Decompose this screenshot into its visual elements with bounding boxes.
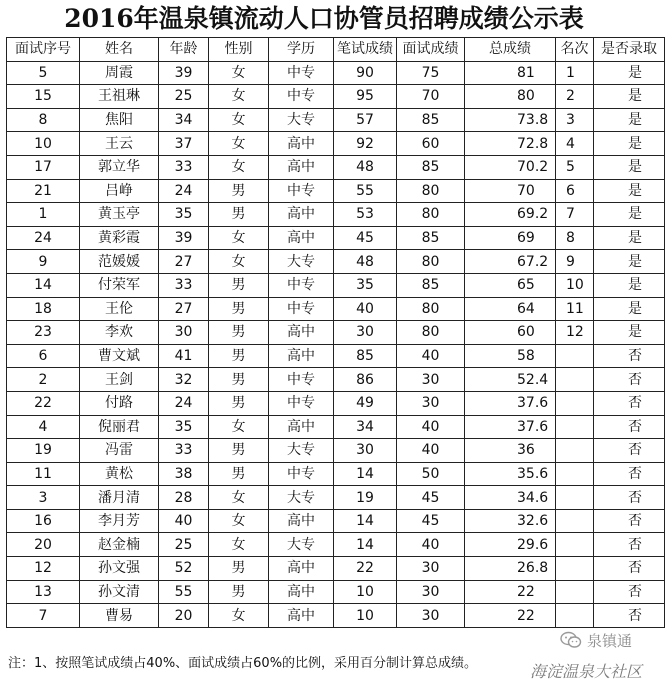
cell-age: 24 <box>159 391 209 415</box>
table-row <box>7 344 665 368</box>
cell-id: 13 <box>7 580 80 604</box>
page-title: 2016年温泉镇流动人口协管员招聘成绩公示表 <box>64 4 584 33</box>
cell-admitted: 是 <box>594 226 665 250</box>
cell-rank <box>556 368 594 392</box>
cell-age: 32 <box>159 368 209 392</box>
cell-name: 周霞 <box>80 61 159 85</box>
cell-admitted: 否 <box>594 557 665 581</box>
cell-id: 4 <box>7 415 80 439</box>
cell-admitted: 否 <box>594 368 665 392</box>
table-row <box>7 486 665 510</box>
cell-total-score: 70 <box>465 179 556 203</box>
cell-interview-score: 80 <box>397 321 465 345</box>
cell-id: 9 <box>7 250 80 274</box>
cell-gender: 男 <box>209 391 269 415</box>
cell-name: 李月芳 <box>80 509 159 533</box>
cell-written-score: 30 <box>334 321 397 345</box>
cell-admitted: 否 <box>594 415 665 439</box>
cell-admitted: 否 <box>594 580 665 604</box>
cell-interview-score: 40 <box>397 533 465 557</box>
cell-age: 40 <box>159 509 209 533</box>
cell-name: 曹文斌 <box>80 344 159 368</box>
cell-id: 20 <box>7 533 80 557</box>
cell-id: 24 <box>7 226 80 250</box>
cell-written-score: 86 <box>334 368 397 392</box>
cell-written-score: 14 <box>334 462 397 486</box>
cell-gender: 男 <box>209 557 269 581</box>
cell-interview-score: 85 <box>397 226 465 250</box>
cell-gender: 女 <box>209 250 269 274</box>
cell-rank: 8 <box>556 226 594 250</box>
cell-edu: 中专 <box>269 368 334 392</box>
cell-admitted: 是 <box>594 155 665 179</box>
table-row <box>7 533 665 557</box>
cell-written-score: 34 <box>334 415 397 439</box>
cell-total-score: 69 <box>465 226 556 250</box>
cell-edu: 大专 <box>269 108 334 132</box>
header-gender: 性别 <box>209 38 269 62</box>
cell-interview-score: 70 <box>397 85 465 109</box>
watermark-brand: 泉镇通 <box>586 631 632 650</box>
cell-name: 郭立华 <box>80 155 159 179</box>
cell-interview-score: 80 <box>397 297 465 321</box>
table-row <box>7 250 665 274</box>
wechat-icon <box>560 631 582 649</box>
cell-edu: 高中 <box>269 132 334 156</box>
cell-interview-score: 85 <box>397 155 465 179</box>
cell-written-score: 85 <box>334 344 397 368</box>
cell-total-score: 52.4 <box>465 368 556 392</box>
cell-written-score: 57 <box>334 108 397 132</box>
cell-id: 11 <box>7 462 80 486</box>
cell-edu: 大专 <box>269 486 334 510</box>
table-row <box>7 391 665 415</box>
cell-rank: 3 <box>556 108 594 132</box>
cell-edu: 中专 <box>269 85 334 109</box>
cell-interview-score: 40 <box>397 344 465 368</box>
cell-edu: 大专 <box>269 439 334 463</box>
table-row <box>7 509 665 533</box>
cell-id: 15 <box>7 85 80 109</box>
cell-age: 39 <box>159 226 209 250</box>
table-row <box>7 439 665 463</box>
cell-gender: 男 <box>209 580 269 604</box>
header-name: 姓名 <box>80 38 159 62</box>
watermark <box>482 629 642 685</box>
cell-gender: 女 <box>209 155 269 179</box>
table-row <box>7 604 665 628</box>
table-row <box>7 226 665 250</box>
table-row <box>7 557 665 581</box>
cell-rank: 4 <box>556 132 594 156</box>
cell-admitted: 是 <box>594 132 665 156</box>
cell-total-score: 36 <box>465 439 556 463</box>
cell-gender: 男 <box>209 203 269 227</box>
cell-total-score: 60 <box>465 321 556 345</box>
cell-edu: 高中 <box>269 321 334 345</box>
cell-rank: 7 <box>556 203 594 227</box>
table-header-row <box>7 38 665 62</box>
cell-age: 33 <box>159 273 209 297</box>
cell-name: 付荣军 <box>80 273 159 297</box>
cell-gender: 女 <box>209 226 269 250</box>
cell-admitted: 是 <box>594 108 665 132</box>
cell-written-score: 10 <box>334 580 397 604</box>
cell-rank <box>556 391 594 415</box>
cell-id: 2 <box>7 368 80 392</box>
cell-edu: 大专 <box>269 533 334 557</box>
cell-written-score: 48 <box>334 250 397 274</box>
header-admitted: 是否录取 <box>594 38 665 62</box>
table-row <box>7 132 665 156</box>
cell-name: 王祖琳 <box>80 85 159 109</box>
cell-admitted: 否 <box>594 344 665 368</box>
results-table <box>6 37 665 628</box>
cell-rank <box>556 415 594 439</box>
cell-admitted: 否 <box>594 486 665 510</box>
cell-rank <box>556 580 594 604</box>
table-row <box>7 462 665 486</box>
cell-written-score: 19 <box>334 486 397 510</box>
cell-admitted: 是 <box>594 203 665 227</box>
cell-age: 35 <box>159 415 209 439</box>
cell-rank <box>556 604 594 628</box>
cell-gender: 女 <box>209 533 269 557</box>
table-row <box>7 61 665 85</box>
cell-written-score: 95 <box>334 85 397 109</box>
cell-total-score: 69.2 <box>465 203 556 227</box>
cell-id: 1 <box>7 203 80 227</box>
cell-written-score: 45 <box>334 226 397 250</box>
cell-id: 18 <box>7 297 80 321</box>
cell-id: 22 <box>7 391 80 415</box>
cell-age: 28 <box>159 486 209 510</box>
cell-total-score: 73.8 <box>465 108 556 132</box>
cell-rank <box>556 557 594 581</box>
cell-interview-score: 75 <box>397 61 465 85</box>
cell-admitted: 是 <box>594 321 665 345</box>
cell-total-score: 72.8 <box>465 132 556 156</box>
cell-gender: 男 <box>209 368 269 392</box>
cell-total-score: 26.8 <box>465 557 556 581</box>
cell-rank: 5 <box>556 155 594 179</box>
cell-rank <box>556 533 594 557</box>
header-edu: 学历 <box>269 38 334 62</box>
cell-id: 10 <box>7 132 80 156</box>
cell-edu: 高中 <box>269 604 334 628</box>
cell-rank <box>556 462 594 486</box>
cell-interview-score: 60 <box>397 132 465 156</box>
cell-gender: 男 <box>209 344 269 368</box>
cell-id: 16 <box>7 509 80 533</box>
cell-age: 27 <box>159 297 209 321</box>
table-row <box>7 321 665 345</box>
cell-interview-score: 80 <box>397 203 465 227</box>
cell-name: 黄玉亭 <box>80 203 159 227</box>
cell-total-score: 22 <box>465 604 556 628</box>
cell-edu: 高中 <box>269 344 334 368</box>
cell-name: 吕峥 <box>80 179 159 203</box>
footnote: 注：1、按照笔试成绩占40%、面试成绩占60%的比例，采用百分制计算总成绩。 <box>8 656 478 671</box>
cell-name: 曹易 <box>80 604 159 628</box>
cell-id: 6 <box>7 344 80 368</box>
cell-total-score: 67.2 <box>465 250 556 274</box>
cell-age: 34 <box>159 108 209 132</box>
cell-written-score: 40 <box>334 297 397 321</box>
cell-edu: 高中 <box>269 580 334 604</box>
table-row <box>7 155 665 179</box>
cell-admitted: 否 <box>594 462 665 486</box>
cell-edu: 中专 <box>269 391 334 415</box>
cell-edu: 大专 <box>269 250 334 274</box>
table-row <box>7 203 665 227</box>
cell-gender: 女 <box>209 415 269 439</box>
cell-rank: 6 <box>556 179 594 203</box>
table-row <box>7 415 665 439</box>
watermark-brand-line <box>560 629 632 651</box>
header-written: 笔试成绩 <box>334 38 397 62</box>
cell-gender: 女 <box>209 132 269 156</box>
cell-interview-score: 30 <box>397 557 465 581</box>
table-row <box>7 297 665 321</box>
cell-name: 赵金楠 <box>80 533 159 557</box>
cell-written-score: 22 <box>334 557 397 581</box>
cell-total-score: 70.2 <box>465 155 556 179</box>
cell-total-score: 32.6 <box>465 509 556 533</box>
cell-interview-score: 85 <box>397 108 465 132</box>
cell-age: 35 <box>159 203 209 227</box>
header-interview: 面试成绩 <box>397 38 465 62</box>
cell-name: 焦阳 <box>80 108 159 132</box>
cell-id: 8 <box>7 108 80 132</box>
cell-gender: 女 <box>209 108 269 132</box>
watermark-community: 海淀温泉大社区 <box>529 662 642 681</box>
header-age: 年龄 <box>159 38 209 62</box>
cell-name: 倪丽君 <box>80 415 159 439</box>
cell-age: 41 <box>159 344 209 368</box>
cell-written-score: 55 <box>334 179 397 203</box>
cell-admitted: 是 <box>594 61 665 85</box>
cell-name: 黄松 <box>80 462 159 486</box>
cell-written-score: 48 <box>334 155 397 179</box>
cell-total-score: 22 <box>465 580 556 604</box>
cell-name: 范媛媛 <box>80 250 159 274</box>
cell-age: 24 <box>159 179 209 203</box>
cell-id: 3 <box>7 486 80 510</box>
cell-admitted: 是 <box>594 250 665 274</box>
cell-interview-score: 85 <box>397 273 465 297</box>
header-rank: 名次 <box>556 38 594 62</box>
cell-edu: 高中 <box>269 509 334 533</box>
cell-edu: 高中 <box>269 557 334 581</box>
cell-age: 55 <box>159 580 209 604</box>
cell-rank <box>556 486 594 510</box>
cell-gender: 男 <box>209 462 269 486</box>
cell-total-score: 35.6 <box>465 462 556 486</box>
cell-name: 孙文强 <box>80 557 159 581</box>
cell-name: 王剑 <box>80 368 159 392</box>
cell-age: 25 <box>159 533 209 557</box>
cell-gender: 女 <box>209 509 269 533</box>
cell-admitted: 是 <box>594 179 665 203</box>
cell-edu: 高中 <box>269 226 334 250</box>
table-row <box>7 108 665 132</box>
cell-total-score: 29.6 <box>465 533 556 557</box>
cell-name: 王伦 <box>80 297 159 321</box>
cell-interview-score: 50 <box>397 462 465 486</box>
cell-admitted: 否 <box>594 439 665 463</box>
cell-interview-score: 40 <box>397 439 465 463</box>
cell-written-score: 35 <box>334 273 397 297</box>
cell-age: 33 <box>159 155 209 179</box>
cell-total-score: 65 <box>465 273 556 297</box>
cell-interview-score: 30 <box>397 391 465 415</box>
cell-name: 冯雷 <box>80 439 159 463</box>
cell-interview-score: 40 <box>397 415 465 439</box>
cell-written-score: 92 <box>334 132 397 156</box>
cell-edu: 高中 <box>269 415 334 439</box>
cell-written-score: 53 <box>334 203 397 227</box>
cell-name: 孙文清 <box>80 580 159 604</box>
cell-edu: 中专 <box>269 462 334 486</box>
cell-total-score: 80 <box>465 85 556 109</box>
cell-id: 17 <box>7 155 80 179</box>
cell-rank: 9 <box>556 250 594 274</box>
cell-total-score: 64 <box>465 297 556 321</box>
cell-age: 37 <box>159 132 209 156</box>
cell-name: 李欢 <box>80 321 159 345</box>
cell-age: 25 <box>159 85 209 109</box>
table-row <box>7 179 665 203</box>
cell-total-score: 34.6 <box>465 486 556 510</box>
cell-written-score: 90 <box>334 61 397 85</box>
cell-id: 23 <box>7 321 80 345</box>
cell-interview-score: 45 <box>397 486 465 510</box>
cell-age: 33 <box>159 439 209 463</box>
cell-gender: 男 <box>209 297 269 321</box>
cell-name: 付路 <box>80 391 159 415</box>
table-row <box>7 85 665 109</box>
cell-gender: 男 <box>209 321 269 345</box>
cell-id: 14 <box>7 273 80 297</box>
cell-gender: 男 <box>209 439 269 463</box>
cell-age: 27 <box>159 250 209 274</box>
cell-rank: 10 <box>556 273 594 297</box>
cell-total-score: 58 <box>465 344 556 368</box>
table-row <box>7 580 665 604</box>
cell-rank: 2 <box>556 85 594 109</box>
cell-admitted: 是 <box>594 273 665 297</box>
cell-rank: 11 <box>556 297 594 321</box>
cell-gender: 女 <box>209 486 269 510</box>
cell-admitted: 否 <box>594 391 665 415</box>
cell-gender: 男 <box>209 179 269 203</box>
table-body <box>7 61 665 627</box>
cell-written-score: 14 <box>334 533 397 557</box>
cell-interview-score: 30 <box>397 368 465 392</box>
cell-gender: 女 <box>209 604 269 628</box>
cell-interview-score: 45 <box>397 509 465 533</box>
header-id: 面试序号 <box>7 38 80 62</box>
cell-rank: 12 <box>556 321 594 345</box>
cell-total-score: 37.6 <box>465 415 556 439</box>
cell-edu: 高中 <box>269 155 334 179</box>
table-row <box>7 273 665 297</box>
table-row <box>7 368 665 392</box>
cell-name: 王云 <box>80 132 159 156</box>
cell-total-score: 37.6 <box>465 391 556 415</box>
cell-interview-score: 30 <box>397 604 465 628</box>
cell-interview-score: 30 <box>397 580 465 604</box>
cell-gender: 女 <box>209 61 269 85</box>
cell-admitted: 是 <box>594 85 665 109</box>
header-total: 总成绩 <box>465 38 556 62</box>
cell-written-score: 10 <box>334 604 397 628</box>
cell-written-score: 30 <box>334 439 397 463</box>
cell-gender: 男 <box>209 273 269 297</box>
cell-edu: 中专 <box>269 61 334 85</box>
cell-edu: 高中 <box>269 203 334 227</box>
cell-admitted: 否 <box>594 604 665 628</box>
cell-written-score: 14 <box>334 509 397 533</box>
cell-age: 38 <box>159 462 209 486</box>
cell-id: 19 <box>7 439 80 463</box>
cell-age: 30 <box>159 321 209 345</box>
cell-admitted: 是 <box>594 297 665 321</box>
cell-id: 5 <box>7 61 80 85</box>
cell-id: 12 <box>7 557 80 581</box>
cell-age: 20 <box>159 604 209 628</box>
cell-id: 7 <box>7 604 80 628</box>
cell-gender: 女 <box>209 85 269 109</box>
cell-rank <box>556 439 594 463</box>
cell-id: 21 <box>7 179 80 203</box>
cell-age: 52 <box>159 557 209 581</box>
cell-interview-score: 80 <box>397 179 465 203</box>
cell-edu: 中专 <box>269 179 334 203</box>
cell-rank: 1 <box>556 61 594 85</box>
cell-name: 黄彩霞 <box>80 226 159 250</box>
cell-edu: 中专 <box>269 297 334 321</box>
cell-name: 潘月清 <box>80 486 159 510</box>
cell-admitted: 否 <box>594 533 665 557</box>
cell-interview-score: 80 <box>397 250 465 274</box>
cell-total-score: 81 <box>465 61 556 85</box>
cell-written-score: 49 <box>334 391 397 415</box>
cell-rank <box>556 509 594 533</box>
cell-rank <box>556 344 594 368</box>
cell-admitted: 否 <box>594 509 665 533</box>
cell-age: 39 <box>159 61 209 85</box>
cell-edu: 中专 <box>269 273 334 297</box>
